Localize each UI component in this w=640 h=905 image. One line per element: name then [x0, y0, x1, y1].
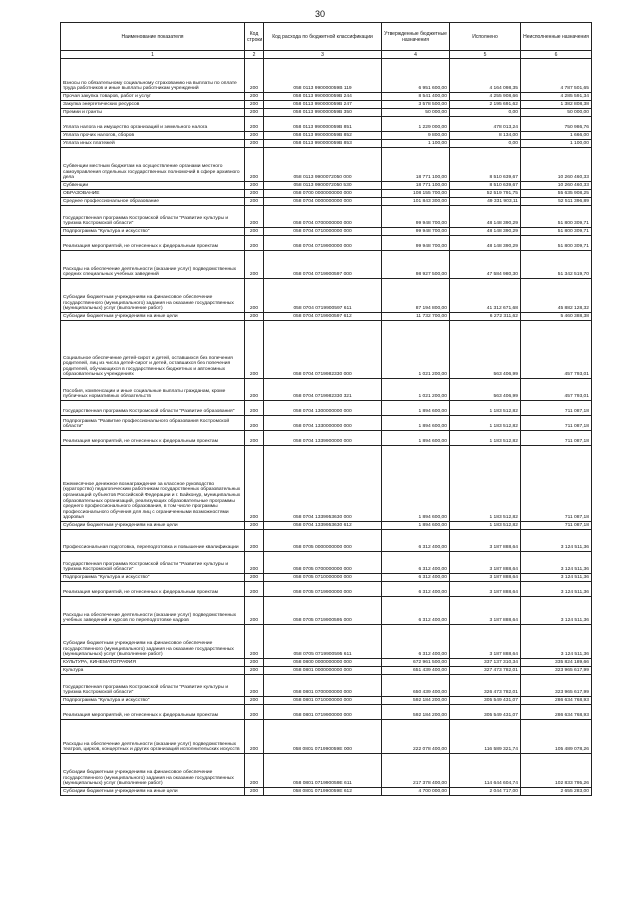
- row-approved: 592 184 200,00: [382, 697, 450, 705]
- row-classification: 058 0801 0710000000 000: [264, 697, 382, 705]
- row-name: Субсидии бюджетным учреждениям на финансовое обеспечение государственного (муниципального) задания на оказание государственных (муниципальных) услуг (выполнение работ): [61, 754, 245, 788]
- row-executed: 4 255 908,66: [450, 93, 521, 101]
- row-name: Расходы на обеспечение деятельности (оказание услуг) подведомственных театров, цирков, концертных и других организаций исполнительских искусств: [61, 720, 245, 754]
- row-approved: 18 771 100,00: [382, 182, 450, 190]
- row-remaining: 2 655 283,00: [521, 788, 592, 796]
- row-line-code: 200: [245, 754, 264, 788]
- row-remaining: 51 800 309,71: [521, 206, 592, 228]
- row-approved: 1 894 600,00: [382, 416, 450, 431]
- row-executed: 3 187 888,64: [450, 552, 521, 574]
- table-body: [61, 59, 592, 796]
- row-remaining: 52 511 396,89: [521, 198, 592, 206]
- row-line-code: 200: [245, 228, 264, 236]
- table-row: [61, 109, 592, 117]
- row-executed: 0,00: [450, 109, 521, 117]
- table-row: [61, 552, 592, 574]
- row-remaining: 4 787 501,65: [521, 59, 592, 93]
- header-number: 6: [521, 51, 592, 59]
- table-row: [61, 313, 592, 321]
- table-row: [61, 117, 592, 132]
- row-name: Уплата прочих налогов, сборов: [61, 132, 245, 140]
- row-name: Субсидии бюджетным учреждениям на иные цели: [61, 522, 245, 530]
- row-remaining: 323 965 617,99: [521, 667, 592, 675]
- row-line-code: 200: [245, 198, 264, 206]
- row-remaining: 3 124 511,36: [521, 574, 592, 582]
- row-classification: 058 0700 0000000000 000: [264, 190, 382, 198]
- row-remaining: 50 000,00: [521, 109, 592, 117]
- row-line-code: 200: [245, 416, 264, 431]
- table-row: [61, 597, 592, 625]
- row-name: Подпрограмма "Культура и искусство": [61, 574, 245, 582]
- table-row: [61, 251, 592, 279]
- row-line-code: 200: [245, 117, 264, 132]
- row-name: Ежемесячное денежное вознаграждение за классное руководство (кураторство) педагогическим работникам государственных образовательных организаций субъектов Российской Федерации и г. Байконур, муниципальных образовательных организаций, реализующих образовательные программы среднего профессионального образования, в том числе программы профессионального обучения для лиц с ограниченными возможностями здоровья: [61, 446, 245, 522]
- row-name: Уплата налога на имущество организаций и земельного налога: [61, 117, 245, 132]
- row-executed: 1 183 512,82: [450, 401, 521, 416]
- table-row: [61, 720, 592, 754]
- row-executed: 1 183 512,82: [450, 446, 521, 522]
- table-row: [61, 236, 592, 251]
- row-classification: 058 0704 0719900597 611: [264, 279, 382, 313]
- table-row: [61, 59, 592, 93]
- row-line-code: 200: [245, 132, 264, 140]
- row-classification: 058 0704 0000000000 000: [264, 198, 382, 206]
- table-row: [61, 321, 592, 379]
- row-remaining: 323 965 617,99: [521, 675, 592, 697]
- row-approved: 1 894 600,00: [382, 446, 450, 522]
- row-line-code: 200: [245, 597, 264, 625]
- row-classification: 058 0800 0000000000 000: [264, 659, 382, 667]
- row-approved: 11 732 700,00: [382, 313, 450, 321]
- row-approved: 6 951 600,00: [382, 59, 450, 93]
- row-classification: 058 0705 0700000000 000: [264, 552, 382, 574]
- row-approved: 592 184 200,00: [382, 705, 450, 720]
- row-remaining: 750 986,76: [521, 117, 592, 132]
- row-executed: 305 549 431,07: [450, 705, 521, 720]
- row-line-code: 200: [245, 101, 264, 109]
- header-number: 3: [264, 51, 382, 59]
- row-remaining: 3 124 511,36: [521, 597, 592, 625]
- table-row: [61, 659, 592, 667]
- row-classification: 058 0704 0719900000 000: [264, 236, 382, 251]
- row-approved: 1 100,00: [382, 140, 450, 148]
- row-remaining: 711 087,18: [521, 522, 592, 530]
- row-name: Социальное обеспечение детей-сирот и детей, оставшихся без попечения родителей, лиц из числа детей-сирот и детей, оставшихся без попечения родителей, обучающихся в государственных бюджетных и автономных образовательных учреждениях: [61, 321, 245, 379]
- table-row: [61, 101, 592, 109]
- row-approved: 651 439 400,00: [382, 667, 450, 675]
- row-line-code: 200: [245, 675, 264, 697]
- row-remaining: 45 882 128,32: [521, 279, 592, 313]
- row-remaining: 3 124 511,36: [521, 530, 592, 552]
- row-name: Реализация мероприятий, не отнесенных к федеральным проектам: [61, 582, 245, 597]
- row-executed: 114 644 604,74: [450, 754, 521, 788]
- row-remaining: 102 833 795,26: [521, 754, 592, 788]
- row-executed: 116 589 321,74: [450, 720, 521, 754]
- row-line-code: 200: [245, 190, 264, 198]
- table-row: [61, 379, 592, 401]
- row-approved: 6 312 400,00: [382, 552, 450, 574]
- row-classification: 058 0113 9900072050 530: [264, 182, 382, 190]
- row-name: Реализация мероприятий, не отнесенных к федеральным проектам: [61, 431, 245, 446]
- row-classification: 058 0704 0710000000 000: [264, 228, 382, 236]
- row-line-code: 200: [245, 582, 264, 597]
- header-line-code: Код строки: [245, 23, 264, 51]
- row-classification: 058 0801 0719900000 000: [264, 705, 382, 720]
- row-name: КУЛЬТУРА, КИНЕМАТОГРАФИЯ: [61, 659, 245, 667]
- row-name: Государственная программа Костромской области "Развитие культуры и туризма Костромской области": [61, 552, 245, 574]
- row-name: Пособия, компенсации и иные социальные выплаты гражданам, кроме публичных нормативных обязательств: [61, 379, 245, 401]
- header-number-row: [61, 51, 592, 59]
- row-classification: 058 0705 0719900595 000: [264, 597, 382, 625]
- table-row: [61, 574, 592, 582]
- row-name: Субсидии бюджетным учреждениям на иные цели: [61, 313, 245, 321]
- row-classification: 058 0113 990000059B 244: [264, 93, 382, 101]
- row-classification: 058 0801 071990059E 000: [264, 720, 382, 754]
- row-approved: 1 229 000,00: [382, 117, 450, 132]
- row-classification: 058 0704 0719982330 321: [264, 379, 382, 401]
- row-line-code: 200: [245, 705, 264, 720]
- row-name: Закупка энергетических ресурсов: [61, 101, 245, 109]
- row-line-code: 200: [245, 697, 264, 705]
- row-line-code: 200: [245, 659, 264, 667]
- row-remaining: 3 124 511,36: [521, 552, 592, 574]
- table-row: [61, 228, 592, 236]
- row-name: Реализация мероприятий, не отнесенных к федеральным проектам: [61, 236, 245, 251]
- row-classification: 058 0705 0000000000 000: [264, 530, 382, 552]
- row-approved: 4 700 000,00: [382, 788, 450, 796]
- row-executed: 4 164 098,35: [450, 59, 521, 93]
- table-row: [61, 401, 592, 416]
- table-row: [61, 705, 592, 720]
- table-row: [61, 182, 592, 190]
- page-number: 30: [314, 9, 325, 19]
- row-remaining: 3 124 511,36: [521, 625, 592, 659]
- row-line-code: 200: [245, 236, 264, 251]
- header-name: Наименование показателя: [61, 23, 245, 51]
- row-classification: 058 0704 1339953630 612: [264, 522, 382, 530]
- row-classification: 058 0801 071990059E 612: [264, 788, 382, 796]
- row-approved: 222 078 400,00: [382, 720, 450, 754]
- table-row: [61, 675, 592, 697]
- row-remaining: 1 382 808,38: [521, 101, 592, 109]
- row-name: Подпрограмма "Развитие профессионального образования Костромской области": [61, 416, 245, 431]
- row-executed: 2 044 717,00: [450, 788, 521, 796]
- row-executed: 48 148 390,29: [450, 206, 521, 228]
- row-executed: 3 187 888,64: [450, 597, 521, 625]
- row-approved: 99 948 700,00: [382, 228, 450, 236]
- row-classification: 058 0113 990000059B 119: [264, 59, 382, 93]
- table-row: [61, 522, 592, 530]
- table-row: [61, 190, 592, 198]
- row-line-code: 200: [245, 321, 264, 379]
- header-remaining: Неисполненные назначения: [521, 23, 592, 51]
- row-classification: 058 0113 990000059B 852: [264, 132, 382, 140]
- row-approved: 672 961 500,00: [382, 659, 450, 667]
- row-approved: 6 312 400,00: [382, 530, 450, 552]
- header-number: 4: [382, 51, 450, 59]
- row-line-code: 200: [245, 182, 264, 190]
- table-row: [61, 140, 592, 148]
- row-executed: 563 406,99: [450, 321, 521, 379]
- row-name: ОБРАЗОВАНИЕ: [61, 190, 245, 198]
- row-approved: 98 927 500,00: [382, 251, 450, 279]
- row-line-code: 200: [245, 93, 264, 101]
- row-executed: 305 549 431,07: [450, 697, 521, 705]
- row-executed: 327 473 782,01: [450, 667, 521, 675]
- row-classification: 058 0704 0719900597 000: [264, 251, 382, 279]
- row-name: Субсидии бюджетным учреждениям на финансовое обеспечение государственного (муниципального) задания на оказание государственных (муниципальных) услуг (выполнение работ): [61, 625, 245, 659]
- row-name: Реализация мероприятий, не отнесенных к федеральным проектам: [61, 705, 245, 720]
- row-executed: 1 183 512,82: [450, 522, 521, 530]
- row-approved: 50 000,00: [382, 109, 450, 117]
- row-classification: 058 0704 0719900597 612: [264, 313, 382, 321]
- row-approved: 99 948 700,00: [382, 206, 450, 228]
- row-line-code: 200: [245, 59, 264, 93]
- row-line-code: 200: [245, 401, 264, 416]
- row-executed: 8 510 639,67: [450, 182, 521, 190]
- row-classification: 058 0704 0719982330 000: [264, 321, 382, 379]
- row-line-code: 200: [245, 148, 264, 182]
- row-approved: 9 800,00: [382, 132, 450, 140]
- row-executed: 52 519 791,75: [450, 190, 521, 198]
- row-remaining: 286 634 768,93: [521, 705, 592, 720]
- row-approved: 650 439 400,00: [382, 675, 450, 697]
- row-executed: 1 183 512,82: [450, 416, 521, 431]
- budget-table: [60, 22, 592, 796]
- row-classification: 058 0704 0700000000 000: [264, 206, 382, 228]
- row-approved: 99 948 700,00: [382, 236, 450, 251]
- row-name: Субсидии бюджетным учреждениям на иные цели: [61, 788, 245, 796]
- row-remaining: 1 100,00: [521, 140, 592, 148]
- row-line-code: 200: [245, 251, 264, 279]
- table-row: [61, 667, 592, 675]
- row-line-code: 200: [245, 431, 264, 446]
- row-remaining: 5 460 388,38: [521, 313, 592, 321]
- row-line-code: 200: [245, 109, 264, 117]
- row-classification: 058 0113 990000059B 247: [264, 101, 382, 109]
- row-remaining: 457 793,01: [521, 379, 592, 401]
- row-classification: 058 0113 990000059B 851: [264, 117, 382, 132]
- row-name: Субвенции местным бюджетам на осуществление органами местного самоуправления отдельных государственных полномочий в сфере архивного дела: [61, 148, 245, 182]
- row-remaining: 51 800 309,71: [521, 228, 592, 236]
- row-name: Среднее профессиональное образование: [61, 198, 245, 206]
- row-classification: 058 0113 990000059B 350: [264, 109, 382, 117]
- row-classification: 058 0113 990000059B 853: [264, 140, 382, 148]
- row-line-code: 200: [245, 720, 264, 754]
- table-row: [61, 754, 592, 788]
- header-executed: Исполнено: [450, 23, 521, 51]
- row-name: Взносы по обязательному социальному страхованию на выплаты по оплате труда работников и иные выплаты работникам учреждений: [61, 59, 245, 93]
- table-row: [61, 93, 592, 101]
- row-approved: 101 843 300,00: [382, 198, 450, 206]
- row-remaining: 105 489 078,26: [521, 720, 592, 754]
- row-approved: 6 312 400,00: [382, 597, 450, 625]
- row-name: Субсидии бюджетным учреждениям на финансовое обеспечение государственного (муниципального) задания на оказание государственных (муниципальных) услуг (выполнение работ): [61, 279, 245, 313]
- row-line-code: 200: [245, 788, 264, 796]
- row-remaining: 1 666,00: [521, 132, 592, 140]
- row-remaining: 3 124 511,36: [521, 582, 592, 597]
- row-classification: 058 0704 1339953630 000: [264, 446, 382, 522]
- table-row: [61, 530, 592, 552]
- row-line-code: 200: [245, 313, 264, 321]
- row-remaining: 51 342 519,70: [521, 251, 592, 279]
- table-row: [61, 206, 592, 228]
- header-number: 1: [61, 51, 245, 59]
- row-approved: 108 155 700,00: [382, 190, 450, 198]
- row-name: Подпрограмма "Культура и искусство": [61, 228, 245, 236]
- row-name: Профессиональная подготовка, переподготовка и повышение квалификации: [61, 530, 245, 552]
- row-approved: 6 312 400,00: [382, 582, 450, 597]
- row-remaining: 457 793,01: [521, 321, 592, 379]
- row-executed: 478 013,24: [450, 117, 521, 132]
- row-line-code: 200: [245, 522, 264, 530]
- row-classification: 058 0801 071990059E 611: [264, 754, 382, 788]
- row-remaining: 711 087,18: [521, 431, 592, 446]
- row-remaining: 51 800 309,71: [521, 236, 592, 251]
- row-line-code: 200: [245, 625, 264, 659]
- row-classification: 058 0705 0719900000 000: [264, 582, 382, 597]
- row-classification: 058 0705 0719900595 611: [264, 625, 382, 659]
- row-line-code: 200: [245, 667, 264, 675]
- row-classification: 058 0801 0700000000 000: [264, 675, 382, 697]
- row-executed: 6 272 311,62: [450, 313, 521, 321]
- row-approved: 1 894 600,00: [382, 522, 450, 530]
- row-name: Уплата иных платежей: [61, 140, 245, 148]
- row-line-code: 200: [245, 574, 264, 582]
- row-approved: 1 021 200,00: [382, 379, 450, 401]
- table-row: [61, 431, 592, 446]
- row-executed: 3 187 888,64: [450, 574, 521, 582]
- row-approved: 87 194 800,00: [382, 279, 450, 313]
- header-number: 5: [450, 51, 521, 59]
- row-remaining: 4 285 591,34: [521, 93, 592, 101]
- row-executed: 0,00: [450, 140, 521, 148]
- row-approved: 217 378 400,00: [382, 754, 450, 788]
- row-remaining: 55 635 908,25: [521, 190, 592, 198]
- table-row: [61, 446, 592, 522]
- row-classification: 058 0704 1339900000 000: [264, 431, 382, 446]
- row-approved: 3 578 500,00: [382, 101, 450, 109]
- table-row: [61, 625, 592, 659]
- table-row: [61, 416, 592, 431]
- row-executed: 337 137 310,34: [450, 659, 521, 667]
- row-remaining: 711 087,18: [521, 401, 592, 416]
- row-remaining: 711 087,18: [521, 416, 592, 431]
- table-row: [61, 788, 592, 796]
- table-row: [61, 279, 592, 313]
- row-remaining: 10 260 460,33: [521, 182, 592, 190]
- row-name: Государственная программа Костромской области "Развитие образования": [61, 401, 245, 416]
- row-approved: 1 021 200,00: [382, 321, 450, 379]
- row-line-code: 200: [245, 552, 264, 574]
- row-line-code: 200: [245, 530, 264, 552]
- row-executed: 3 187 888,64: [450, 582, 521, 597]
- table-row: [61, 148, 592, 182]
- row-remaining: 286 634 768,93: [521, 697, 592, 705]
- row-line-code: 200: [245, 206, 264, 228]
- row-line-code: 200: [245, 379, 264, 401]
- row-approved: 18 771 100,00: [382, 148, 450, 182]
- row-approved: 1 894 600,00: [382, 401, 450, 416]
- row-executed: 1 183 512,82: [450, 431, 521, 446]
- row-executed: 47 584 980,30: [450, 251, 521, 279]
- row-executed: 3 187 888,64: [450, 530, 521, 552]
- row-name: Прочая закупка товаров, работ и услуг: [61, 93, 245, 101]
- row-name: Культура: [61, 667, 245, 675]
- row-name: Расходы на обеспечение деятельности (оказание услуг) подведомственных учебных заведений и курсов по переподготовке кадров: [61, 597, 245, 625]
- row-line-code: 200: [245, 140, 264, 148]
- row-name: Государственная программа Костромской области "Развитие культуры и туризма Костромской области": [61, 675, 245, 697]
- row-classification: 058 0704 1300000000 000: [264, 401, 382, 416]
- row-classification: 058 0801 0000000000 000: [264, 667, 382, 675]
- row-classification: 058 0113 9900072050 000: [264, 148, 382, 182]
- row-executed: 8 510 639,67: [450, 148, 521, 182]
- row-classification: 058 0705 0710000000 000: [264, 574, 382, 582]
- row-executed: 326 473 782,01: [450, 675, 521, 697]
- row-approved: 6 312 400,00: [382, 574, 450, 582]
- header-number: 2: [245, 51, 264, 59]
- row-name: Подпрограмма "Культура и искусство": [61, 697, 245, 705]
- row-executed: 2 195 691,62: [450, 101, 521, 109]
- row-name: Субвенции: [61, 182, 245, 190]
- row-line-code: 200: [245, 446, 264, 522]
- header-approved: Утвержденные бюджетные назначения: [382, 23, 450, 51]
- table-row: [61, 697, 592, 705]
- table-row: [61, 132, 592, 140]
- row-approved: 6 312 400,00: [382, 625, 450, 659]
- row-executed: 563 406,99: [450, 379, 521, 401]
- row-executed: 8 134,00: [450, 132, 521, 140]
- row-executed: 49 331 903,11: [450, 198, 521, 206]
- row-name: Премии и гранты: [61, 109, 245, 117]
- row-approved: 1 894 600,00: [382, 431, 450, 446]
- row-remaining: 711 087,18: [521, 446, 592, 522]
- row-remaining: 10 260 460,33: [521, 148, 592, 182]
- header-row: [61, 23, 592, 51]
- row-name: Государственная программа Костромской области "Развитие культуры и туризма Костромской области": [61, 206, 245, 228]
- header-classification: Код расхода по бюджетной классификации: [264, 23, 382, 51]
- row-executed: 3 187 888,64: [450, 625, 521, 659]
- row-line-code: 200: [245, 279, 264, 313]
- row-name: Расходы на обеспечение деятельности (оказание услуг) подведомственных средних специальных учебных заведений: [61, 251, 245, 279]
- row-approved: 8 541 400,00: [382, 93, 450, 101]
- row-executed: 48 148 390,29: [450, 236, 521, 251]
- row-remaining: 335 824 189,66: [521, 659, 592, 667]
- table-row: [61, 198, 592, 206]
- row-executed: 48 148 390,29: [450, 228, 521, 236]
- row-classification: 058 0704 1330000000 000: [264, 416, 382, 431]
- table-row: [61, 582, 592, 597]
- row-executed: 41 312 671,68: [450, 279, 521, 313]
